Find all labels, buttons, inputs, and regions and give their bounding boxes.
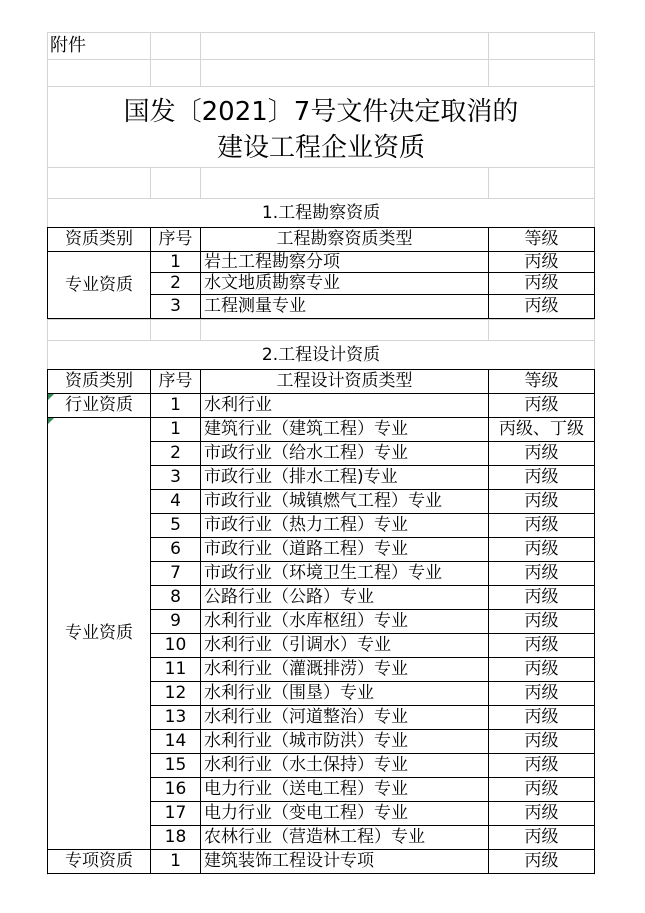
table-cell-grade: 丙级 <box>524 755 559 775</box>
table-cell-type: 水利行业 <box>204 395 272 415</box>
gridline <box>488 319 489 340</box>
table-cell-type: 电力行业（变电工程）专业 <box>204 803 408 823</box>
gridline <box>47 59 595 60</box>
table-cell-type: 电力行业（送电工程）专业 <box>204 779 408 799</box>
attachment-label: 附件 <box>50 34 86 56</box>
gridline <box>47 198 595 199</box>
table-cell-seq: 1 <box>170 252 181 272</box>
table-cell-type: 市政行业（热力工程）专业 <box>204 515 408 535</box>
industry-label: 行业资质 <box>65 395 133 415</box>
table-cell-grade: 丙级、丁级 <box>499 419 584 439</box>
table-cell-type: 水利行业（引调水）专业 <box>204 635 391 655</box>
table-cell-grade: 丙级 <box>524 659 559 679</box>
table-cell-type: 市政行业（排水工程)专业 <box>204 467 398 487</box>
s1-header-category: 资质类别 <box>65 229 133 249</box>
table-cell-type: 工程测量专业 <box>204 296 306 316</box>
table-cell-seq: 5 <box>170 515 181 535</box>
s1-header-seq: 序号 <box>158 229 193 249</box>
page-title-line2: 建设工程企业资质 <box>216 133 425 163</box>
table-cell-type: 水利行业（河道整治）专业 <box>204 707 408 727</box>
table-cell-grade: 丙级 <box>524 296 559 316</box>
table-cell-seq: 3 <box>170 467 181 487</box>
table-cell-seq: 7 <box>170 563 181 583</box>
table-cell-grade: 丙级 <box>524 731 559 751</box>
table-cell-type: 水利行业（城市防洪）专业 <box>204 731 408 751</box>
table-cell-seq: 4 <box>170 491 181 511</box>
gridline <box>47 319 595 320</box>
table-cell-seq: 17 <box>164 803 187 823</box>
table-cell-grade: 丙级 <box>524 707 559 727</box>
table-cell-grade: 丙级 <box>524 252 559 272</box>
table-cell-seq: 13 <box>164 707 187 727</box>
table-cell-type: 水利行业（水库枢纽）专业 <box>204 611 408 631</box>
table-cell-type: 水利行业（围垦）专业 <box>204 683 374 703</box>
table-cell-seq: 18 <box>164 827 187 847</box>
gridline <box>200 32 201 86</box>
table-cell-grade: 丙级 <box>524 273 559 293</box>
gridline <box>200 167 201 198</box>
table-cell-grade: 丙级 <box>524 515 559 535</box>
table-cell-grade: 丙级 <box>524 827 559 847</box>
gridline <box>150 167 151 198</box>
table-cell-seq: 14 <box>164 731 187 751</box>
table-cell-grade: 丙级 <box>524 683 559 703</box>
table-border <box>594 369 595 874</box>
table-cell-seq: 11 <box>164 659 187 679</box>
table-cell-type: 水利行业（灌溉排涝）专业 <box>204 659 408 679</box>
table-cell-seq: 3 <box>170 296 181 316</box>
table-cell-grade: 丙级 <box>524 851 559 871</box>
table-cell-grade: 丙级 <box>524 803 559 823</box>
table-cell-type: 建筑行业（建筑工程）专业 <box>204 419 408 439</box>
table-cell-grade: 丙级 <box>524 563 559 583</box>
table-cell-type: 农林行业（营造林工程）专业 <box>204 827 425 847</box>
gridline <box>488 167 489 198</box>
table-cell-seq: 1 <box>170 395 181 415</box>
table-cell-grade: 丙级 <box>524 779 559 799</box>
table-cell-seq: 1 <box>170 419 181 439</box>
section2-heading: 2.工程设计资质 <box>261 344 381 365</box>
s1-group-label: 专业资质 <box>65 274 133 295</box>
table-cell-seq: 8 <box>170 587 181 607</box>
gridline <box>47 167 595 168</box>
table-cell-seq: 15 <box>164 755 187 775</box>
table-cell-type: 市政行业（城镇燃气工程）专业 <box>204 491 442 511</box>
attachment-sheet <box>47 32 595 875</box>
s1-header-grade: 等级 <box>524 229 559 249</box>
table-cell-type: 市政行业（道路工程）专业 <box>204 539 408 559</box>
table-border <box>47 873 595 874</box>
section1-heading: 1.工程勘察资质 <box>261 202 381 223</box>
table-cell-seq: 6 <box>170 539 181 559</box>
table-cell-grade: 丙级 <box>524 635 559 655</box>
gridline <box>47 340 595 341</box>
specialty-label: 专业资质 <box>65 623 133 643</box>
table-cell-seq: 12 <box>164 683 187 703</box>
table-cell-seq: 16 <box>164 779 187 799</box>
table-cell-type: 市政行业（给水工程）专业 <box>204 443 408 463</box>
gridline <box>488 32 489 86</box>
gridline <box>150 319 151 340</box>
table-border <box>47 318 595 319</box>
table-border <box>594 227 595 319</box>
special-label: 专项资质 <box>65 851 133 871</box>
table-cell-grade: 丙级 <box>524 539 559 559</box>
table-cell-grade: 丙级 <box>524 491 559 511</box>
gridline <box>200 319 201 340</box>
table-cell-type: 公路行业（公路）专业 <box>204 587 374 607</box>
table-cell-grade: 丙级 <box>524 395 559 415</box>
table-cell-grade: 丙级 <box>524 443 559 463</box>
table-cell-grade: 丙级 <box>524 467 559 487</box>
s1-header-type: 工程勘察资质类型 <box>276 229 413 249</box>
table-cell-type: 水利行业（水土保持）专业 <box>204 755 408 775</box>
s2-header-seq: 序号 <box>158 371 193 391</box>
table-cell-type: 岩土工程勘察分项 <box>204 252 340 272</box>
gridline <box>150 32 151 86</box>
s2-header-type: 工程设计资质类型 <box>276 371 413 391</box>
table-cell-seq: 1 <box>170 851 181 871</box>
table-cell-type: 水文地质勘察专业 <box>204 273 340 293</box>
gridline <box>47 86 595 87</box>
s2-header-category: 资质类别 <box>65 371 133 391</box>
table-cell-type: 建筑装饰工程设计专项 <box>204 851 374 871</box>
table-cell-seq: 10 <box>164 635 187 655</box>
table-cell-grade: 丙级 <box>524 587 559 607</box>
table-cell-seq: 2 <box>170 273 181 293</box>
table-cell-type: 市政行业（环境卫生工程）专业 <box>204 563 442 583</box>
table-cell-seq: 2 <box>170 443 181 463</box>
table-cell-grade: 丙级 <box>524 611 559 631</box>
s2-header-grade: 等级 <box>524 371 559 391</box>
page-title-line1: 国发〔2021〕7号文件决定取消的 <box>123 97 519 127</box>
table-cell-seq: 9 <box>170 611 181 631</box>
